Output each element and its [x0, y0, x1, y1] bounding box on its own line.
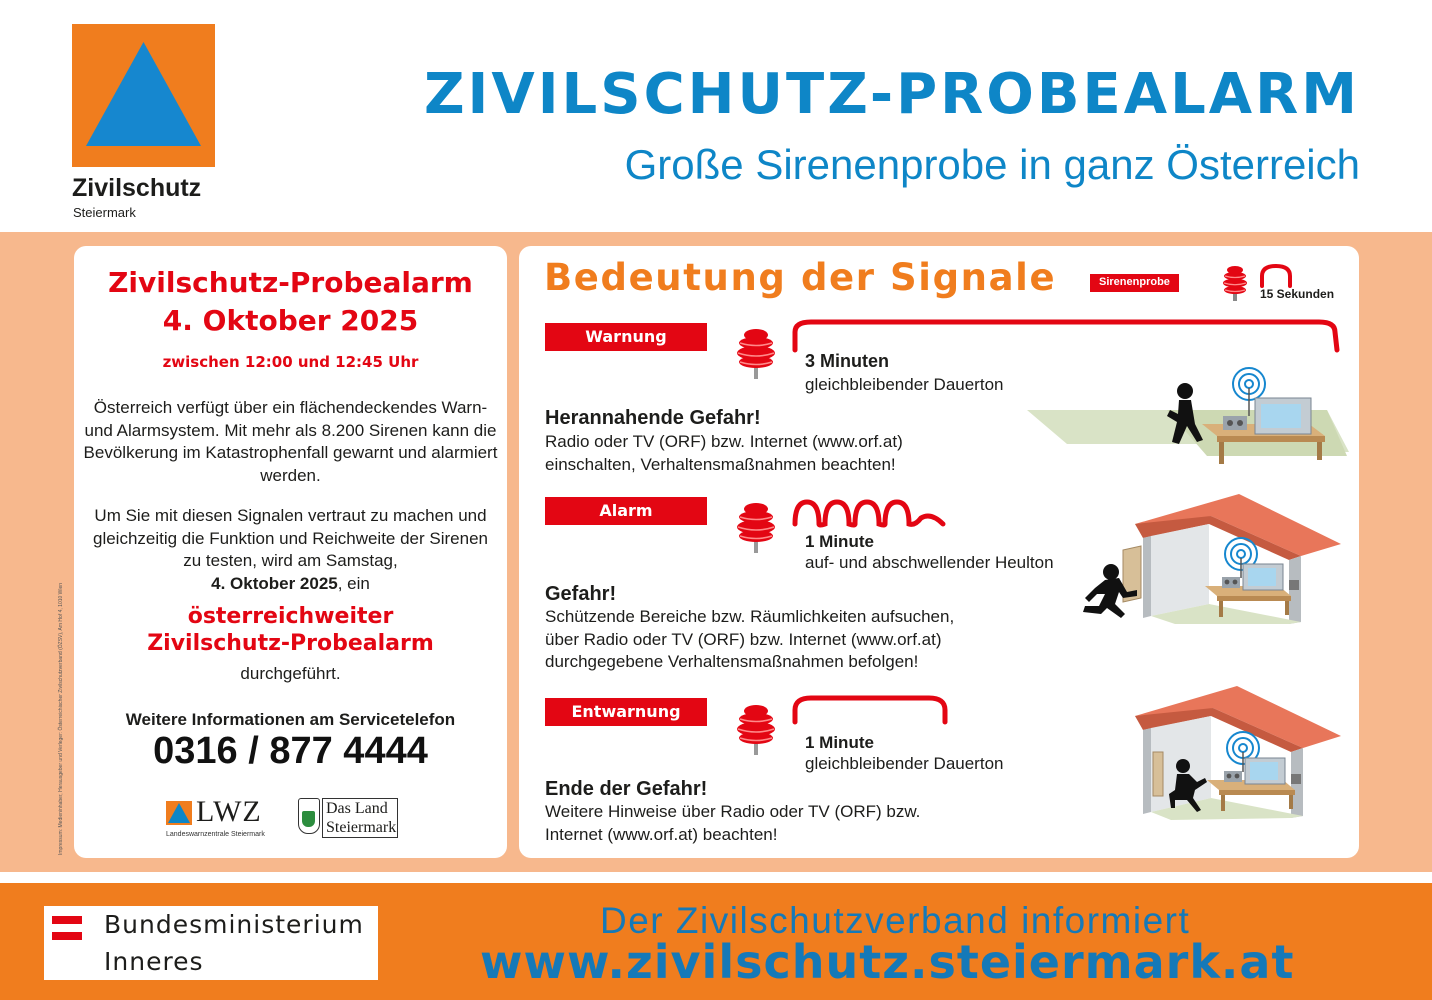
imprint-text: Impressum: Medieninhaber, Herausgeber und Verleger: Österreichischer Zivilschutzverband (ÖZSV), Am Hof 4, 1010 Wien	[58, 582, 64, 855]
signal-desc-line: Schützende Bereiche bzw. Räumlichkeiten aufsuchen,	[545, 607, 955, 626]
lwz-logo	[166, 795, 294, 841]
lwz-subtitle: Landeswarnzentrale Steiermark	[166, 831, 265, 838]
signal-desc-line: Radio oder TV (ORF) bzw. Internet (www.orf.at)	[545, 432, 903, 451]
signal-label-alarm: Alarm	[545, 497, 707, 525]
info-highlight-line1: österreichweiter	[187, 604, 394, 629]
info-title	[74, 264, 507, 340]
signal-duration-entwarnung: 1 Minute	[805, 733, 874, 752]
info-paragraph-test	[82, 505, 499, 595]
signal-headline-alarm: Gefahr!	[545, 583, 617, 605]
alarm-scene-illustration	[1079, 494, 1354, 626]
signal-desc-line: Internet (www.orf.at) beachten!	[545, 824, 778, 844]
page-subtitle: Große Sirenenprobe in ganz Österreich	[624, 141, 1360, 188]
siren-icon	[735, 702, 777, 756]
signal-desc-line: einschalten, Verhaltensmaßnahmen beachten!	[545, 454, 896, 474]
logo-triangle-icon	[72, 24, 215, 167]
logo-name: Zivilschutz	[72, 174, 202, 202]
siren-test-badge: Sirenenprobe	[1090, 274, 1179, 292]
land-line1: Das Land	[326, 800, 388, 817]
all-clear-scene-illustration	[1127, 686, 1353, 820]
land-steiermark-logo	[298, 796, 404, 840]
signals-panel	[519, 246, 1359, 858]
ministry-logo	[44, 906, 378, 980]
info-paragraph-date: 4. Oktober 2025	[211, 573, 338, 593]
ministry-name-line1: Bundesministerium	[104, 910, 364, 939]
info-done: durchgeführt.	[240, 664, 341, 683]
land-line2: Steiermark	[326, 819, 397, 836]
signal-tone-warnung: gleichbleibender Dauerton	[805, 375, 1004, 394]
lwz-mark: LWZ	[196, 795, 262, 828]
signal-tone-entwarnung: gleichbleibender Dauerton	[805, 754, 1004, 773]
logo-region: Steiermark	[73, 205, 136, 220]
footer-website-link[interactable]: www.zivilschutz.steiermark.at	[480, 935, 1295, 989]
austria-flag-icon	[52, 916, 82, 940]
signal-label-entwarnung: Entwarnung	[545, 698, 707, 726]
signal-desc-alarm	[545, 606, 954, 674]
signal-desc-line: durchgegebene Verhaltensmaßnahmen befolgen!	[545, 652, 919, 671]
info-highlight-line2: Zivilschutz-Probealarm	[147, 631, 434, 656]
siren-test-duration: 15 Sekunden	[1260, 287, 1335, 301]
info-title-line1: Zivilschutz-Probealarm	[108, 266, 473, 299]
footer-tagline: Der Zivilschutzverband informiert	[600, 900, 1191, 941]
service-phone-number[interactable]: 0316 / 877 4444	[153, 730, 428, 772]
signal-desc-line: über Radio oder TV (ORF) bzw. Internet (www.orf.at)	[545, 629, 942, 649]
warning-scene-illustration	[1027, 364, 1349, 482]
info-service-label: Weitere Informationen am Servicetelefon	[125, 710, 456, 729]
info-panel	[74, 246, 507, 858]
page-title: ZIVILSCHUTZ-PROBEALARM	[423, 62, 1360, 127]
siren-icon	[735, 500, 777, 554]
signal-headline-warnung: Herannahende Gefahr!	[545, 407, 761, 429]
alarm-wailing-tone-icon	[791, 496, 951, 532]
footer	[0, 883, 1432, 1000]
imprint	[58, 520, 70, 860]
land-steiermark-text	[322, 798, 398, 838]
zivilschutz-logo	[72, 24, 232, 224]
siren-icon	[1222, 264, 1248, 302]
signal-desc-warnung	[545, 431, 903, 476]
signal-desc-line: Weitere Hinweise über Radio oder TV (ORF) bzw.	[545, 802, 921, 821]
signal-headline-entwarnung: Ende der Gefahr!	[545, 778, 708, 800]
signals-title: Bedeutung der Signale	[544, 256, 1057, 299]
info-paragraph-test-a: Um Sie mit diesen Signalen vertraut zu machen und gleichzeitig die Funktion und Reichweite der Sirenen zu testen, wird am Samstag,	[92, 506, 488, 570]
info-time: zwischen 12:00 und 12:45 Uhr	[162, 353, 419, 371]
signal-duration-alarm: 1 Minute	[805, 532, 874, 551]
info-title-date: 4. Oktober 2025	[162, 304, 419, 337]
info-paragraph-system: Österreich verfügt über ein flächendeckendes Warn- und Alarmsystem. Mit mehr als 8.200 Sirenen kann die Bevölkerung im Katastrophenfall gewarnt und alarmiert werden.	[83, 398, 498, 485]
ministry-name-line2: Inneres	[104, 947, 204, 976]
coat-of-arms-icon	[298, 798, 320, 834]
info-paragraph-test-b: , ein	[337, 573, 370, 593]
all-clear-continuous-tone-icon	[791, 694, 951, 728]
siren-test-wave-icon	[1258, 262, 1294, 288]
signal-label-warnung: Warnung	[545, 323, 707, 351]
siren-icon	[735, 326, 777, 380]
signal-desc-entwarnung	[545, 801, 920, 846]
signal-tone-alarm: auf- und abschwellender Heulton	[805, 553, 1054, 572]
info-highlight	[74, 603, 507, 657]
warning-continuous-tone-icon	[791, 318, 1343, 354]
signal-duration-warnung: 3 Minuten	[805, 351, 889, 371]
